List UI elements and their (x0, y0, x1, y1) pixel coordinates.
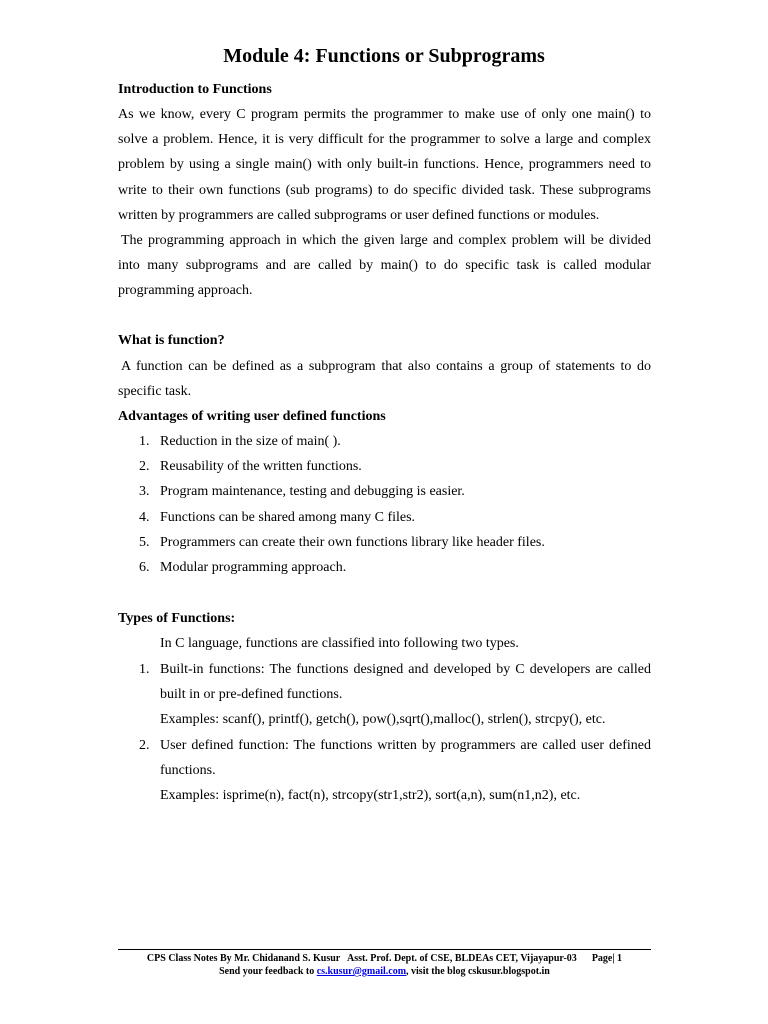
types-heading: Types of Functions: (118, 611, 236, 626)
footer-line-2: Send your feedback to cs.kusur@gmail.com, visit the blog cskusur.blogspot.in (219, 966, 550, 977)
list-item: 1. Reduction in the size of main( ). (139, 434, 341, 449)
intro-paragraph-1: As we know, every C program permits the programmer to make use of only one main() to solve a problem. Hence, it is very difficult for the programmer to solve a large and complex problem by using a single main() with only built-in functions. Hence, programmers need to write to their own functions (sub programs) to do specific divided task. These subprograms written by programmers are called subprograms or user defined functions or modules. (118, 107, 651, 223)
intro-heading: Introduction to Functions (118, 82, 272, 97)
list-item: 2. Reusability of the written functions. (139, 459, 362, 475)
advantages-heading: Advantages of writing user defined functions (118, 409, 386, 424)
advantages-list (118, 429, 651, 580)
page-footer (118, 949, 651, 978)
page-title: Module 4: Functions or Subprograms (223, 45, 545, 67)
list-item: 3. Program maintenance, testing and debugging is easier. (139, 484, 465, 500)
types-list (118, 657, 651, 808)
list-item: 6. Modular programming approach. (139, 560, 347, 576)
types-intro: In C language, functions are classified into following two types. (160, 636, 519, 651)
feedback-email-link[interactable]: cs.kusur@gmail.com (316, 966, 407, 977)
what-heading: What is function? (118, 333, 225, 348)
footer-line-1: CPS Class Notes By Mr. Chidanand S. Kusur Asst. Prof. Dept. of CSE, BLDEAs CET, Vijayapur-03 Page| 1 (146, 953, 623, 964)
list-item: 1. Built-in functions: The functions designed and developed by C developers are called built in or pre-defined functions. Examples: scanf(), printf(), getch(), pow(),sqrt(),malloc(), strlen(), strcpy(), etc. (139, 662, 651, 728)
page-number: Page| 1 (591, 953, 623, 964)
list-item: 5. Programmers can create their own functions library like header files. (139, 534, 545, 550)
intro-paragraph-2: The programming approach in which the given large and complex problem will be divided into many subprograms and are called by main() to do specific task is called modular programming approach. (118, 233, 651, 299)
what-paragraph: A function can be defined as a subprogram that also contains a group of statements to do specific task. (118, 359, 651, 400)
list-item: 2. User defined function: The functions written by programmers are called user defined functions. Examples: isprime(n), fact(n), strcopy(str1,str2), sort(a,n), sum(n1,n2), etc. (139, 737, 651, 804)
list-item: 4. Functions can be shared among many C files. (139, 509, 416, 525)
